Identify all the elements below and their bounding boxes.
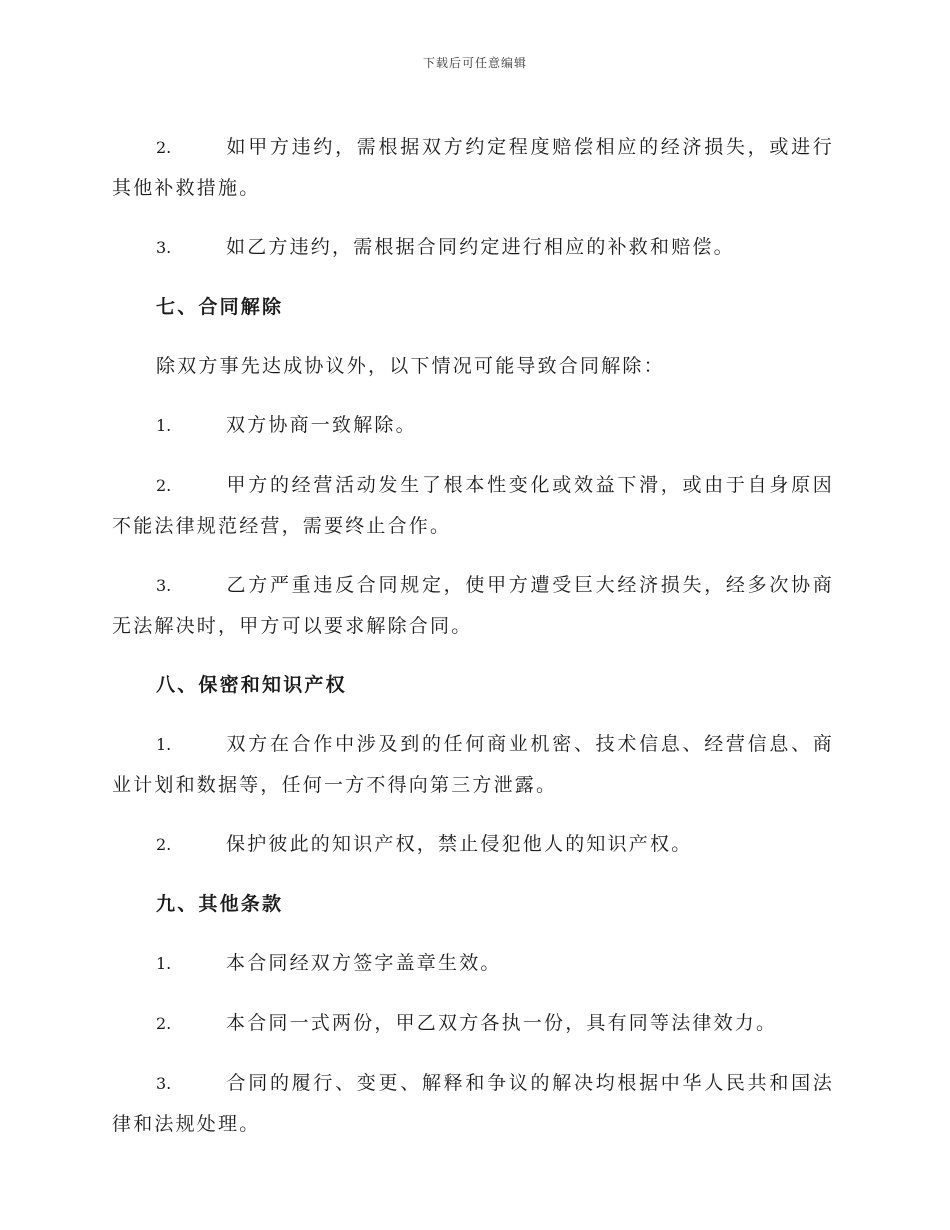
- clause-number: 1.: [156, 954, 172, 973]
- clause-item: [112, 465, 834, 546]
- clause-number: 2.: [156, 476, 172, 495]
- clause-text: 合同的履行、变更、解释和争议的解决均根据中华人民共和国法律和法规处理。: [112, 1072, 834, 1135]
- clause-number: 2.: [156, 138, 172, 157]
- clause-text: 如乙方违约，需根据合同约定进行相应的补救和赔偿。: [226, 236, 735, 258]
- clause-number: 3.: [156, 238, 172, 257]
- clause-text: 保护彼此的知识产权，禁止侵犯他人的知识产权。: [226, 833, 693, 855]
- clause-text: 本合同一式两份，甲乙双方各执一份，具有同等法律效力。: [226, 1012, 778, 1034]
- section-heading: 八、保密和知识产权: [156, 674, 347, 696]
- clause-item: [112, 405, 834, 446]
- clause-text: 乙方严重违反合同规定，使甲方遭受巨大经济损失，经多次协商无法解决时，甲方可以要求解除合同。: [112, 574, 834, 637]
- clause-item: [112, 943, 834, 984]
- clause-text: 本合同经双方签字盖章生效。: [226, 952, 502, 974]
- clause-text: 双方协商一致解除。: [226, 414, 417, 436]
- clause-item: [112, 1003, 834, 1044]
- clause-item: [112, 1063, 834, 1144]
- clause-number: 1.: [156, 735, 172, 754]
- clause-number: 3.: [156, 576, 172, 595]
- clause-item: [112, 565, 834, 646]
- document-body: [112, 108, 834, 1155]
- clause-text: 双方在合作中涉及到的任何商业机密、技术信息、经营信息、商业计划和数据等，任何一方不得向第三方泄露。: [112, 733, 834, 796]
- clause-number: 2.: [156, 835, 172, 854]
- clause-number: 3.: [156, 1074, 172, 1093]
- section-heading: 七、合同解除: [156, 296, 284, 318]
- clause-item: [112, 824, 834, 865]
- clause-text: 如甲方违约，需根据双方约定程度赔偿相应的经济损失，或进行其他补救措施。: [112, 136, 834, 199]
- clause-item: [112, 127, 834, 208]
- clause-number: 1.: [156, 416, 172, 435]
- clause-item: [112, 724, 834, 805]
- clause-text: 甲方的经营活动发生了根本性变化或效益下滑，或由于自身原因不能法律规范经营，需要终止合作。: [112, 474, 834, 537]
- page-header: 下载后可任意编辑: [422, 56, 527, 70]
- clause-number: 2.: [156, 1014, 172, 1033]
- clause-item: [112, 227, 834, 268]
- section-heading: 九、其他条款: [156, 893, 284, 915]
- body-paragraph: 除双方事先达成协议外，以下情况可能导致合同解除：: [156, 355, 665, 377]
